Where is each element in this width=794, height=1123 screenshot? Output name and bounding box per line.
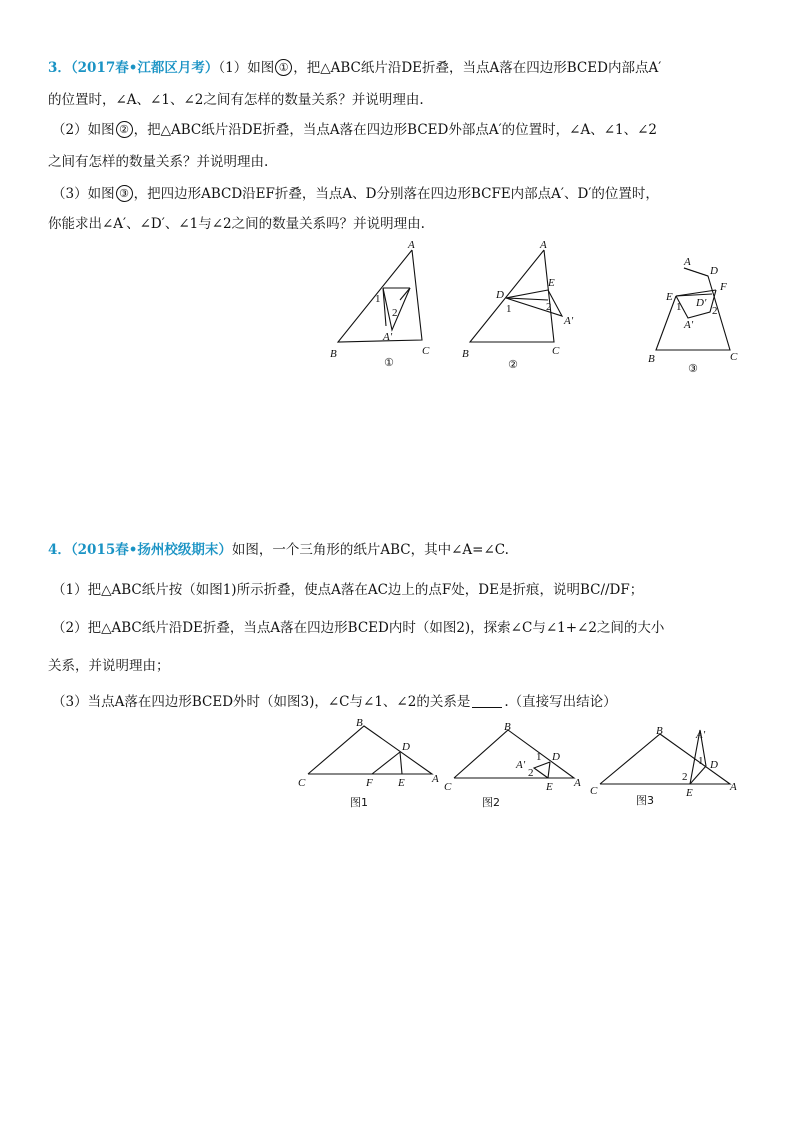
label-b: B bbox=[462, 348, 469, 360]
label-a: A bbox=[540, 239, 547, 251]
q4-figure-2 bbox=[442, 718, 590, 812]
label-b: B bbox=[648, 353, 655, 365]
figure-caption: ① bbox=[384, 356, 394, 369]
angle-1-label: 1 bbox=[698, 755, 704, 767]
label-f: F bbox=[720, 281, 727, 293]
label-a: A bbox=[574, 777, 581, 789]
label-f: F bbox=[366, 777, 373, 789]
q3-line-1: 3．（2017春•江都区月考）（1）如图 ① ，把△ABC纸片沿DE折叠，当点A落在四边形BCED内部点A′ bbox=[48, 60, 662, 76]
label-c: C bbox=[298, 777, 306, 789]
label-b: B bbox=[504, 721, 511, 733]
label-e: E bbox=[398, 777, 405, 789]
angle-1-label: 1 bbox=[536, 751, 542, 763]
label-d: D bbox=[552, 751, 560, 763]
angle-1-label: 1 bbox=[375, 293, 381, 305]
label-e: E bbox=[666, 291, 673, 303]
label-b: B bbox=[356, 717, 363, 729]
segment-ad bbox=[684, 268, 708, 276]
label-e: E bbox=[686, 787, 693, 799]
label-c: C bbox=[730, 351, 738, 363]
triangle-abc bbox=[308, 726, 432, 774]
inner-segment-2 bbox=[400, 288, 410, 300]
angle-2-label: 2 bbox=[546, 301, 552, 313]
label-d: D bbox=[710, 759, 718, 771]
label-e: E bbox=[548, 277, 555, 289]
q3-number: 3． bbox=[48, 60, 71, 76]
fold-segment-df bbox=[372, 752, 400, 774]
angle-2-label: 2 bbox=[392, 307, 398, 319]
q3-figure-2 bbox=[458, 236, 588, 372]
label-a: A bbox=[408, 239, 415, 251]
label-d: D bbox=[402, 741, 410, 753]
label-d: D bbox=[710, 265, 718, 277]
q3-part-2: （2）如图 ② ，把△ABC纸片沿DE折叠，当点A落在四边形BCED外部点A′的位置时，∠A、∠1、∠2 bbox=[52, 122, 658, 138]
q4-figure-3 bbox=[588, 718, 748, 812]
q3-figure-ref-3: ③ bbox=[116, 185, 133, 202]
q4-part-2: （2）把△ABC纸片沿DE折叠，当点A落在四边形BCED内时（如图2)，探索∠C与∠1+∠2之间的大小 bbox=[52, 620, 665, 636]
label-c: C bbox=[552, 345, 560, 357]
folded-flap bbox=[506, 290, 562, 316]
label-e: E bbox=[546, 781, 553, 793]
q3-line-4: 之间有怎样的数量关系？并说明理由. bbox=[48, 154, 269, 170]
angle-2-label: 2 bbox=[712, 305, 718, 317]
label-c: C bbox=[590, 785, 598, 797]
fold-line-de bbox=[548, 762, 550, 778]
angle-1-label: 1 bbox=[506, 303, 512, 315]
q3-figure-ref-1: ① bbox=[275, 59, 292, 76]
fold-segment-de bbox=[400, 752, 402, 774]
q3-line-2: 的位置时，∠A、∠1、∠2之间有怎样的数量关系？并说明理由. bbox=[48, 92, 424, 108]
label-a: A bbox=[684, 256, 691, 268]
q4-part-3: （3）当点A落在四边形BCED外时（如图3)，∠C与∠1、∠2的关系是 .（直接写出结论） bbox=[52, 694, 617, 710]
angle-2-label: 2 bbox=[682, 771, 688, 783]
figure-caption: ③ bbox=[688, 362, 698, 375]
label-b: B bbox=[656, 725, 663, 737]
q3-source: （2017春•江都区月考） bbox=[70, 60, 219, 76]
label-d: D bbox=[496, 289, 504, 301]
triangle-abc bbox=[470, 250, 554, 342]
label-c: C bbox=[422, 345, 430, 357]
fold-line-de bbox=[506, 290, 548, 298]
label-d-prime: D′ bbox=[696, 297, 707, 309]
quadrilateral-abcd bbox=[656, 268, 730, 350]
figure-caption: 图3 bbox=[636, 794, 654, 807]
label-c: C bbox=[444, 781, 452, 793]
q4-number: 4． bbox=[48, 542, 71, 558]
label-a: A bbox=[730, 781, 737, 793]
answer-blank[interactable] bbox=[472, 707, 502, 708]
q3-figure-1 bbox=[330, 236, 440, 372]
q3-figure-3 bbox=[644, 252, 748, 376]
label-a-prime: A′ bbox=[696, 729, 706, 741]
q3-part-3: （3）如图 ③ ，把四边形ABCD沿EF折叠，当点A、D分别落在四边形BCFE内部点A′、D′的位置时， bbox=[52, 186, 659, 202]
q3-figure-ref-2: ② bbox=[116, 121, 133, 138]
label-a-prime: A′ bbox=[516, 759, 526, 771]
folded-flap bbox=[534, 762, 550, 778]
q4-part-1: （1）把△ABC纸片按（如图1)所示折叠，使点A落在AC边上的点F处，DE是折痕，说明BC//DF； bbox=[52, 582, 644, 598]
angle-2-label: 2 bbox=[528, 767, 534, 779]
label-a-prime: A′ bbox=[684, 319, 694, 331]
angle-1-label: 1 bbox=[676, 301, 682, 313]
label-a-prime: A′ bbox=[383, 331, 393, 343]
q4-source: （2015春•扬州校级期末） bbox=[70, 542, 232, 558]
figure-caption: ② bbox=[508, 358, 518, 371]
figure-caption: 图2 bbox=[482, 796, 500, 809]
q4-line-1: 4．（2015春•扬州校级期末）如图，一个三角形的纸片ABC，其中∠A=∠C. bbox=[48, 542, 509, 558]
q4-figure-1 bbox=[296, 712, 446, 812]
label-a-prime: A′ bbox=[564, 315, 574, 327]
label-b: B bbox=[330, 348, 337, 360]
figure-caption: 图1 bbox=[350, 796, 368, 809]
label-a: A bbox=[432, 773, 439, 785]
q4-line-3: 关系，并说明理由； bbox=[48, 658, 170, 674]
q3-line-6: 你能求出∠A′、∠D′、∠1与∠2之间的数量关系吗？并说明理由. bbox=[48, 216, 425, 232]
